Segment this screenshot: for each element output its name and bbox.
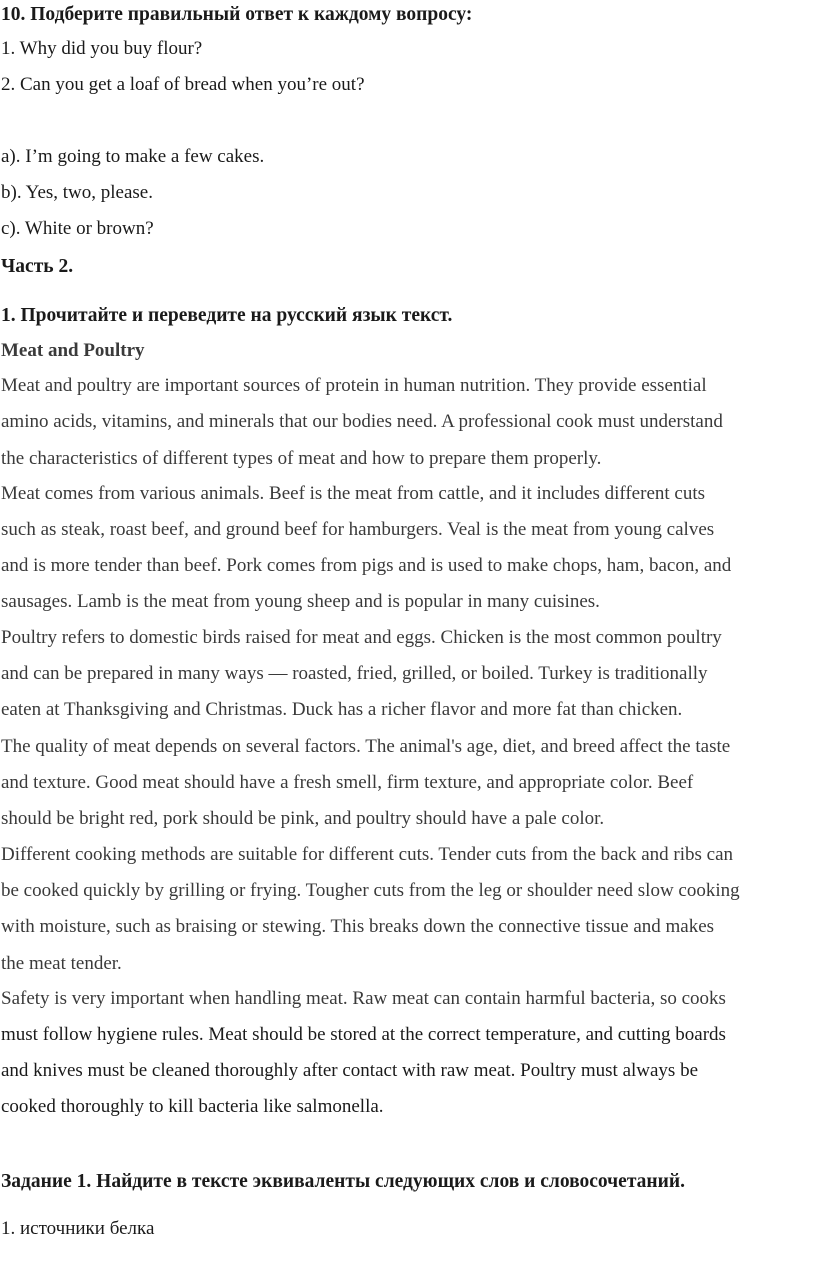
text-line: amino acids, vitamins, and minerals that our bodies need. A professional cook must understand xyxy=(1,411,723,432)
text-line: with moisture, such as braising or stewing. This breaks down the connective tissue and makes xyxy=(1,916,715,937)
text-line: the characteristics of different types of meat and how to prepare them properly. xyxy=(1,448,602,469)
text-line: eaten at Thanksgiving and Christmas. Duck has a richer flavor and more fat than chicken. xyxy=(1,699,683,720)
task10-title: 10. Подберите правильный ответ к каждому вопросу: xyxy=(1,4,473,25)
part2-title: Часть 2. xyxy=(1,256,74,277)
text-line: Different cooking methods are suitable for different cuts. Tender cuts from the back and ribs can xyxy=(1,844,734,865)
text-line: Meat comes from various animals. Beef is the meat from cattle, and it includes different cuts xyxy=(1,483,706,504)
text-line: Meat and poultry are important sources of protein in human nutrition. They provide essential xyxy=(1,375,707,396)
question-2: 2. Can you get a loaf of bread when you’re out? xyxy=(1,74,365,95)
text-title: Meat and Poultry xyxy=(1,340,145,361)
text-line: be cooked quickly by grilling or frying. Tougher cuts from the leg or shoulder need slow cooking xyxy=(1,880,740,901)
answer-a: a). I’m going to make a few cakes. xyxy=(1,146,265,167)
answer-c: c). White or brown? xyxy=(1,218,154,239)
text-line: such as steak, roast beef, and ground beef for hamburgers. Veal is the meat from young calves xyxy=(1,519,715,540)
text-line: Safety is very important when handling meat. Raw meat can contain harmful bacteria, so cooks xyxy=(1,988,726,1009)
text-line: Poultry refers to domestic birds raised for meat and eggs. Chicken is the most common poultry xyxy=(1,627,722,648)
answer-b: b). Yes, two, please. xyxy=(1,182,153,203)
text-line: must follow hygiene rules. Meat should be stored at the correct temperature, and cutting boards xyxy=(1,1024,726,1045)
exercise1-item: 1. источники белка xyxy=(1,1218,155,1239)
text-line: and is more tender than beef. Pork comes from pigs and is used to make chops, ham, bacon, and xyxy=(1,555,732,576)
question-1: 1. Why did you buy flour? xyxy=(1,38,203,59)
exercise1-title: Задание 1. Найдите в тексте эквиваленты следующих слов и словосочетаний. xyxy=(1,1171,685,1192)
text-line: the meat tender. xyxy=(1,953,122,974)
text-line: and can be prepared in many ways — roasted, fried, grilled, or boiled. Turkey is traditionally xyxy=(1,663,708,684)
text-line: The quality of meat depends on several factors. The animal's age, diet, and breed affect the taste xyxy=(1,736,731,757)
text-line: sausages. Lamb is the meat from young sheep and is popular in many cuisines. xyxy=(1,591,600,612)
task1-instruction: 1. Прочитайте и переведите на русский язык текст. xyxy=(1,305,453,326)
text-line: should be bright red, pork should be pink, and poultry should have a pale color. xyxy=(1,808,605,829)
text-line: and knives must be cleaned thoroughly after contact with raw meat. Poultry must always be xyxy=(1,1060,699,1081)
text-line: and texture. Good meat should have a fresh smell, firm texture, and appropriate color. Beef xyxy=(1,772,694,793)
text-line: cooked thoroughly to kill bacteria like salmonella. xyxy=(1,1096,384,1117)
